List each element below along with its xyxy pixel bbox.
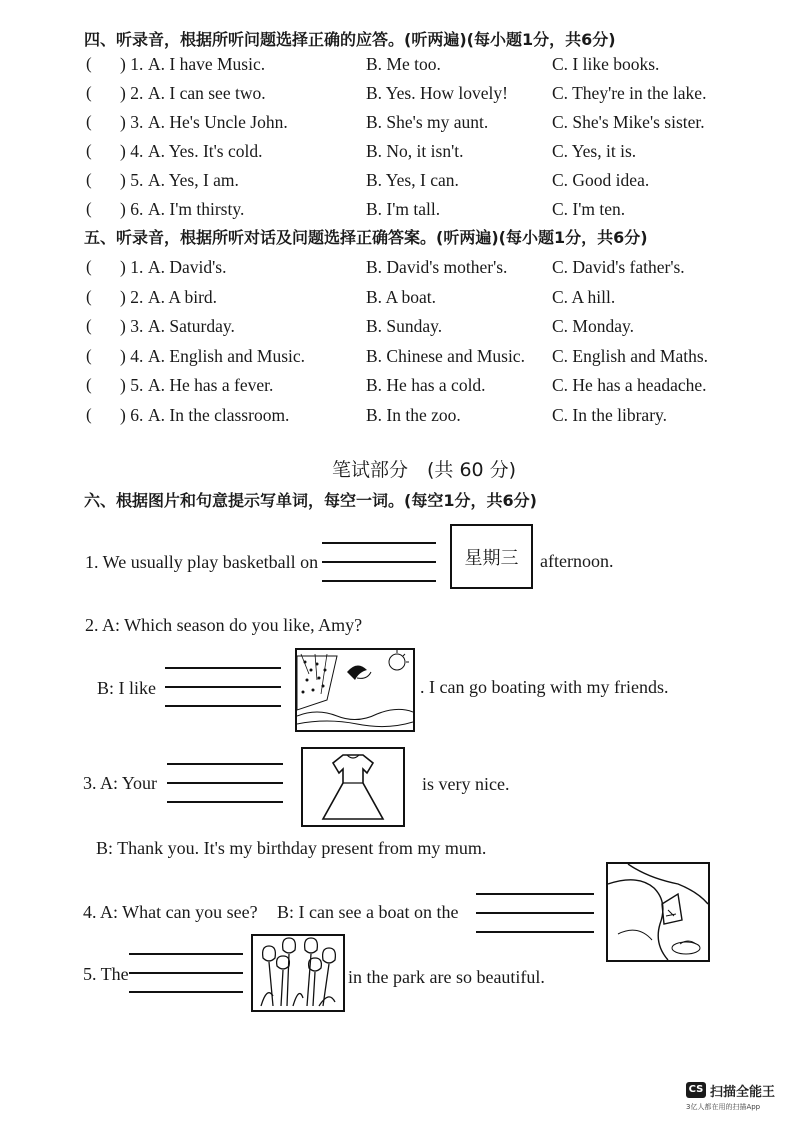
option-a: A. I can see two. [148,83,266,103]
answer-paren[interactable]: ( [86,141,92,160]
option-a: A. Yes, I am. [148,170,239,190]
option-c: C. He has a headache. [552,375,707,395]
option-b: B. Me too. [366,54,441,74]
answer-line[interactable] [167,763,283,765]
q5-text-before: 5. The [83,964,129,984]
option-c: C. A hill. [552,286,616,307]
option-c: C. I'm ten. [552,199,626,219]
answer-line[interactable] [165,686,281,688]
option-c: C. Monday. [552,316,634,336]
watermark-title: 扫描全能王 [710,1085,776,1100]
camscanner-logo-icon: CS [686,1082,706,1098]
answer-line[interactable] [476,931,594,933]
question-number: ) 6. [120,199,144,219]
answer-paren[interactable]: ( [86,345,92,365]
option-a: A. In the classroom. [148,404,290,425]
q5-text-after: in the park are so beautiful. [348,967,545,987]
option-a: A. He's Uncle John. [148,112,288,132]
answer-line[interactable] [322,561,436,563]
answer-line[interactable] [129,991,243,993]
option-a: A. A bird. [148,286,218,307]
option-a: A. I'm thirsty. [148,199,245,219]
answer-line[interactable] [322,580,436,582]
question-number: ) 4. [120,345,144,366]
answer-paren[interactable]: ( [86,199,92,218]
section5-title: 五、听录音，根据所听对话及问题选择正确答案。(听两遍)(每小题1分，共6分) [84,228,648,247]
question-number: ) 5. [120,375,144,395]
question-number: ) 2. [120,286,144,307]
option-b: B. Sunday. [366,316,443,336]
question-number: ) 3. [120,316,144,336]
q4-answer: B: I can see a boat on the [277,902,459,922]
section4-title: 四、听录音，根据所听问题选择正确的应答。(听两遍)(每小题1分，共6分) [84,30,616,49]
answer-line[interactable] [167,782,283,784]
question-number: ) 6. [120,404,144,425]
answer-paren[interactable]: ( [86,257,92,276]
river-boat-icon [608,864,708,960]
q2-answer-before: B: I like [97,678,156,698]
answer-line[interactable] [165,667,281,669]
option-b: B. No, it isn't. [366,141,464,161]
answer-line[interactable] [165,705,281,707]
answer-line[interactable] [476,893,594,895]
option-a: A. Yes. It's cold. [148,141,263,161]
river-picture [606,862,710,962]
tulips-icon [253,936,343,1010]
option-c: C. Yes, it is. [552,141,637,161]
option-c: C. David's father's. [552,257,685,277]
option-b: B. Chinese and Music. [366,345,525,366]
option-b: B. Yes. How lovely! [366,83,508,103]
answer-paren[interactable]: ( [86,404,92,424]
q3-reply: B: Thank you. It's my birthday present from my mum. [96,838,487,858]
q2-question: 2. A: Which season do you like, Amy? [85,615,363,635]
answer-line[interactable] [129,972,243,974]
q2-answer-after: . I can go boating with my friends. [420,677,669,697]
q1-text-after: afternoon. [540,551,614,571]
q4-question: 4. A: What can you see? [83,902,258,922]
option-c: C. She's Mike's sister. [552,112,705,132]
option-b: B. I'm tall. [366,199,441,219]
option-a: A. English and Music. [148,345,306,366]
option-b: B. She's my aunt. [366,112,489,132]
option-c: C. I like books. [552,54,660,74]
option-b: B. He has a cold. [366,375,486,395]
option-c: C. In the library. [552,404,668,425]
answer-line[interactable] [129,953,243,955]
answer-paren[interactable]: ( [86,83,92,102]
option-a: A. David's. [148,257,227,277]
question-number: ) 1. [120,257,144,277]
option-b: B. David's mother's. [366,257,508,277]
weekday-box [450,524,533,589]
option-c: C. English and Maths. [552,345,709,366]
weekday-box-text: 星期三 [464,547,519,569]
answer-line[interactable] [322,542,436,544]
question-number: ) 1. [120,54,144,74]
spring-picture [295,648,415,732]
q1-text-before: 1. We usually play basketball on [85,552,319,572]
answer-line[interactable] [476,912,594,914]
spring-scene-icon [297,650,413,730]
dress-icon [303,749,403,825]
flowers-picture [251,934,345,1012]
question-number: ) 2. [120,83,144,103]
answer-paren[interactable]: ( [86,286,92,306]
watermark-subtitle: 3亿人都在用的扫描App [686,1103,761,1111]
answer-paren[interactable]: ( [86,375,92,394]
answer-paren[interactable]: ( [86,170,92,189]
answer-line[interactable] [167,801,283,803]
answer-paren[interactable]: ( [86,112,92,131]
option-c: C. They're in the lake. [552,83,707,103]
question-number: ) 4. [120,141,144,161]
written-part-title: 笔试部分 (共 60 分) [332,459,517,481]
answer-paren[interactable]: ( [86,54,92,73]
answer-paren[interactable]: ( [86,316,92,335]
option-b: B. In the zoo. [366,404,461,425]
q3-text-after: is very nice. [422,774,510,794]
question-number: ) 5. [120,170,144,190]
option-b: B. Yes, I can. [366,170,459,190]
dress-picture [301,747,405,827]
option-b: B. A boat. [366,286,437,307]
option-a: A. He has a fever. [148,375,274,395]
question-number: ) 3. [120,112,144,132]
section6-title: 六、根据图片和句意提示写单词，每空一词。(每空1分，共6分) [84,491,537,510]
option-c: C. Good idea. [552,170,650,190]
q3-text-before: 3. A: Your [83,773,158,793]
option-a: A. Saturday. [148,316,235,336]
option-a: A. I have Music. [148,54,266,74]
